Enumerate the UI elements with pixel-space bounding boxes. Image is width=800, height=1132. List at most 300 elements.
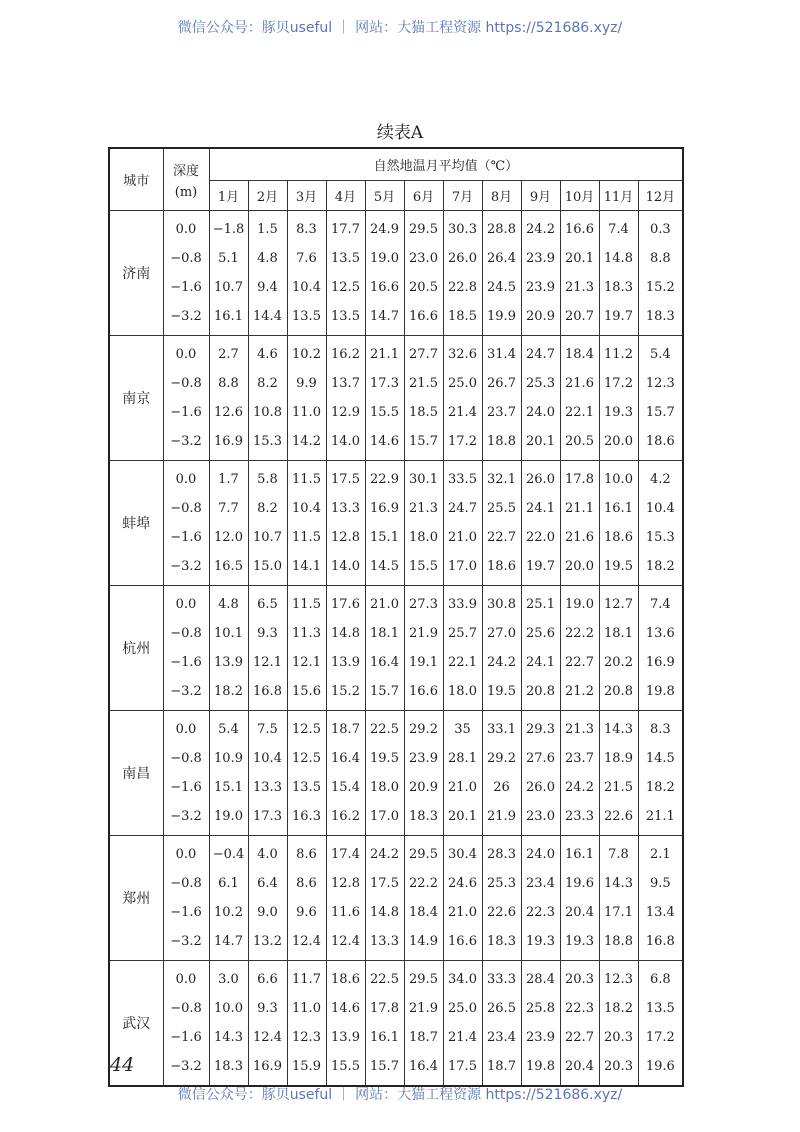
temperature-cell: 14.1	[287, 552, 326, 586]
temperature-cell: 10.2	[209, 898, 248, 927]
table-row	[109, 494, 683, 523]
table-row	[109, 994, 683, 1023]
temperature-cell: 26	[482, 773, 521, 802]
page-number: 44	[110, 1054, 135, 1076]
temperature-cell: 17.2	[638, 1023, 683, 1052]
temperature-cell: 13.2	[248, 927, 287, 961]
temperature-cell: 11.5	[287, 586, 326, 620]
temperature-cell: 17.5	[326, 461, 365, 495]
table-row	[109, 427, 683, 461]
temperature-cell: 27.7	[404, 336, 443, 370]
temperature-cell: 10.9	[209, 744, 248, 773]
temperature-cell: 16.6	[560, 211, 599, 245]
temperature-cell: 30.1	[404, 461, 443, 495]
temperature-cell: 13.5	[287, 773, 326, 802]
temperature-cell: 9.0	[248, 898, 287, 927]
temperature-cell: 12.4	[248, 1023, 287, 1052]
temperature-cell: 33.3	[482, 961, 521, 995]
temperature-cell: 15.7	[404, 427, 443, 461]
temperature-cell: 14.8	[326, 619, 365, 648]
temperature-cell: 22.3	[560, 994, 599, 1023]
temperature-cell: 16.2	[326, 336, 365, 370]
ground-temperature-table	[108, 147, 684, 1087]
depth-cell: −1.6	[163, 523, 209, 552]
temperature-cell: 34.0	[443, 961, 482, 995]
temperature-cell: 29.5	[404, 836, 443, 870]
header-month: 11月	[599, 181, 638, 211]
temperature-cell: 21.0	[443, 898, 482, 927]
temperature-cell: 24.2	[560, 773, 599, 802]
depth-cell: −1.6	[163, 1023, 209, 1052]
table-row	[109, 619, 683, 648]
temperature-cell: 11.3	[287, 619, 326, 648]
temperature-cell: 28.8	[482, 211, 521, 245]
temperature-cell: 12.5	[287, 744, 326, 773]
temperature-cell: 26.0	[521, 773, 560, 802]
depth-cell: −1.6	[163, 648, 209, 677]
temperature-cell: 15.2	[326, 677, 365, 711]
temperature-cell: 19.9	[482, 302, 521, 336]
temperature-cell: 20.7	[560, 302, 599, 336]
temperature-cell: 16.6	[365, 273, 404, 302]
temperature-cell: 35	[443, 711, 482, 745]
table-row	[109, 552, 683, 586]
temperature-cell: 20.3	[599, 1052, 638, 1086]
temperature-cell: 18.4	[560, 336, 599, 370]
temperature-cell: 18.2	[638, 552, 683, 586]
temperature-cell: 25.6	[521, 619, 560, 648]
temperature-cell: 24.6	[443, 869, 482, 898]
temperature-cell: 13.3	[365, 927, 404, 961]
temperature-cell: 30.4	[443, 836, 482, 870]
watermark-bottom: 微信公众号：豚贝useful ｜ 网站：大猫工程资源 https://521686.xyz/	[177, 1087, 623, 1103]
temperature-cell: 18.2	[599, 994, 638, 1023]
temperature-cell: 19.5	[482, 677, 521, 711]
temperature-cell: 17.8	[560, 461, 599, 495]
temperature-cell: 18.3	[599, 273, 638, 302]
temperature-cell: 21.9	[404, 619, 443, 648]
temperature-cell: 17.7	[326, 211, 365, 245]
city-name: 武汉	[109, 961, 163, 1087]
temperature-cell: 14.3	[209, 1023, 248, 1052]
temperature-cell: 17.3	[248, 802, 287, 836]
temperature-cell: 18.1	[599, 619, 638, 648]
temperature-cell: 18.3	[209, 1052, 248, 1086]
table-row	[109, 244, 683, 273]
temperature-cell: 8.6	[287, 869, 326, 898]
temperature-cell: 15.5	[365, 398, 404, 427]
temperature-cell: 19.3	[521, 927, 560, 961]
temperature-cell: 10.7	[248, 523, 287, 552]
temperature-cell: 12.6	[209, 398, 248, 427]
temperature-cell: 18.2	[638, 773, 683, 802]
temperature-cell: 12.8	[326, 523, 365, 552]
table-row	[109, 273, 683, 302]
temperature-cell: 26.7	[482, 369, 521, 398]
temperature-cell: 15.5	[326, 1052, 365, 1086]
temperature-cell: 18.7	[404, 1023, 443, 1052]
temperature-cell: 7.8	[599, 836, 638, 870]
temperature-cell: 25.7	[443, 619, 482, 648]
table-row	[109, 586, 683, 620]
temperature-cell: 18.6	[599, 523, 638, 552]
temperature-cell: 23.9	[521, 273, 560, 302]
temperature-cell: 12.8	[326, 869, 365, 898]
temperature-cell: 10.4	[287, 494, 326, 523]
depth-cell: −0.8	[163, 244, 209, 273]
temperature-cell: 14.5	[638, 744, 683, 773]
temperature-cell: 20.8	[521, 677, 560, 711]
header-month: 2月	[248, 181, 287, 211]
temperature-cell: 16.8	[248, 677, 287, 711]
temperature-cell: 21.1	[560, 494, 599, 523]
temperature-cell: 5.1	[209, 244, 248, 273]
temperature-cell: 29.2	[404, 711, 443, 745]
temperature-cell: 22.5	[365, 961, 404, 995]
temperature-cell: 22.3	[521, 898, 560, 927]
temperature-cell: 27.3	[404, 586, 443, 620]
temperature-cell: 2.7	[209, 336, 248, 370]
temperature-cell: 15.0	[248, 552, 287, 586]
header-month: 1月	[209, 181, 248, 211]
table-row	[109, 802, 683, 836]
depth-cell: −0.8	[163, 619, 209, 648]
header-depth-unit: (m)	[174, 184, 198, 200]
temperature-cell: 24.0	[521, 398, 560, 427]
depth-cell: −3.2	[163, 427, 209, 461]
table-row	[109, 369, 683, 398]
temperature-cell: 0.3	[638, 211, 683, 245]
city-name: 南京	[109, 336, 163, 461]
header-month: 3月	[287, 181, 326, 211]
depth-cell: −3.2	[163, 302, 209, 336]
temperature-cell: 12.3	[287, 1023, 326, 1052]
temperature-cell: 18.6	[482, 552, 521, 586]
temperature-cell: 25.3	[482, 869, 521, 898]
depth-cell: −3.2	[163, 802, 209, 836]
table-row	[109, 836, 683, 870]
temperature-cell: 9.4	[248, 273, 287, 302]
temperature-cell: 18.5	[443, 302, 482, 336]
table-row	[109, 744, 683, 773]
depth-cell: −0.8	[163, 994, 209, 1023]
city-name: 南昌	[109, 711, 163, 836]
city-name: 杭州	[109, 586, 163, 711]
temperature-cell: 20.1	[560, 244, 599, 273]
temperature-cell: 22.1	[443, 648, 482, 677]
table-row	[109, 961, 683, 995]
temperature-cell: 20.5	[404, 273, 443, 302]
temperature-cell: 25.0	[443, 369, 482, 398]
temperature-cell: 17.8	[365, 994, 404, 1023]
temperature-cell: 1.7	[209, 461, 248, 495]
temperature-cell: 16.1	[209, 302, 248, 336]
temperature-cell: 8.8	[638, 244, 683, 273]
temperature-cell: 22.2	[560, 619, 599, 648]
temperature-cell: 14.9	[404, 927, 443, 961]
depth-cell: 0.0	[163, 711, 209, 745]
temperature-cell: 15.7	[365, 677, 404, 711]
temperature-cell: 25.0	[443, 994, 482, 1023]
temperature-cell: 16.9	[638, 648, 683, 677]
temperature-cell: 25.3	[521, 369, 560, 398]
temperature-cell: 14.6	[326, 994, 365, 1023]
temperature-cell: 18.8	[599, 927, 638, 961]
temperature-cell: 17.2	[599, 369, 638, 398]
temperature-cell: 32.6	[443, 336, 482, 370]
temperature-cell: 23.0	[521, 802, 560, 836]
temperature-cell: 22.7	[560, 648, 599, 677]
temperature-cell: 30.8	[482, 586, 521, 620]
temperature-cell: 11.2	[599, 336, 638, 370]
temperature-cell: 13.6	[638, 619, 683, 648]
depth-cell: −0.8	[163, 369, 209, 398]
temperature-cell: 16.9	[248, 1052, 287, 1086]
temperature-cell: 33.1	[482, 711, 521, 745]
table-row	[109, 211, 683, 245]
temperature-cell: 24.9	[365, 211, 404, 245]
table-row	[109, 461, 683, 495]
temperature-cell: 8.8	[209, 369, 248, 398]
temperature-cell: 12.3	[638, 369, 683, 398]
temperature-cell: 7.5	[248, 711, 287, 745]
temperature-cell: 9.3	[248, 994, 287, 1023]
temperature-cell: 22.7	[482, 523, 521, 552]
header-month: 6月	[404, 181, 443, 211]
temperature-cell: 17.1	[599, 898, 638, 927]
temperature-cell: 24.1	[521, 648, 560, 677]
temperature-cell: 12.3	[599, 961, 638, 995]
temperature-cell: 15.1	[209, 773, 248, 802]
temperature-cell: 8.3	[638, 711, 683, 745]
temperature-cell: 25.5	[482, 494, 521, 523]
temperature-cell: 21.3	[560, 711, 599, 745]
temperature-cell: 19.8	[638, 677, 683, 711]
temperature-cell: 11.0	[287, 994, 326, 1023]
temperature-cell: 19.7	[521, 552, 560, 586]
temperature-cell: 28.3	[482, 836, 521, 870]
temperature-cell: 20.5	[560, 427, 599, 461]
temperature-cell: 21.4	[443, 1023, 482, 1052]
temperature-cell: 19.1	[404, 648, 443, 677]
temperature-cell: 2.1	[638, 836, 683, 870]
temperature-cell: 14.4	[248, 302, 287, 336]
temperature-cell: 4.8	[248, 244, 287, 273]
temperature-cell: 20.4	[560, 898, 599, 927]
temperature-cell: 16.9	[365, 494, 404, 523]
temperature-cell: 28.1	[443, 744, 482, 773]
temperature-cell: 9.5	[638, 869, 683, 898]
temperature-cell: 28.4	[521, 961, 560, 995]
temperature-cell: 17.6	[326, 586, 365, 620]
temperature-cell: 24.1	[521, 494, 560, 523]
temperature-cell: 16.1	[599, 494, 638, 523]
temperature-cell: 15.7	[638, 398, 683, 427]
temperature-cell: 20.3	[560, 961, 599, 995]
temperature-cell: 18.3	[482, 927, 521, 961]
temperature-cell: 10.1	[209, 619, 248, 648]
depth-cell: −3.2	[163, 1052, 209, 1086]
depth-cell: −1.6	[163, 398, 209, 427]
temperature-cell: 17.4	[326, 836, 365, 870]
city-name: 济南	[109, 211, 163, 336]
temperature-cell: 7.4	[599, 211, 638, 245]
temperature-cell: 26.0	[521, 461, 560, 495]
temperature-cell: 17.0	[365, 802, 404, 836]
temperature-cell: 11.0	[287, 398, 326, 427]
temperature-cell: 21.5	[404, 369, 443, 398]
temperature-cell: 21.9	[404, 994, 443, 1023]
temperature-cell: 18.0	[404, 523, 443, 552]
temperature-cell: 18.3	[404, 802, 443, 836]
depth-cell: −3.2	[163, 677, 209, 711]
temperature-cell: 17.5	[365, 869, 404, 898]
temperature-cell: 21.3	[560, 273, 599, 302]
temperature-cell: 22.7	[560, 1023, 599, 1052]
temperature-cell: 29.2	[482, 744, 521, 773]
temperature-cell: 24.0	[521, 836, 560, 870]
depth-cell: 0.0	[163, 586, 209, 620]
city-name: 郑州	[109, 836, 163, 961]
temperature-cell: 16.9	[209, 427, 248, 461]
temperature-cell: 15.3	[248, 427, 287, 461]
temperature-cell: 17.5	[443, 1052, 482, 1086]
temperature-cell: 10.0	[209, 994, 248, 1023]
temperature-cell: 12.9	[326, 398, 365, 427]
temperature-cell: 13.5	[287, 302, 326, 336]
temperature-cell: 10.4	[248, 744, 287, 773]
temperature-cell: 13.4	[638, 898, 683, 927]
table-row	[109, 898, 683, 927]
temperature-cell: 11.7	[287, 961, 326, 995]
header-month: 4月	[326, 181, 365, 211]
temperature-cell: 12.5	[287, 711, 326, 745]
temperature-cell: 13.9	[326, 1023, 365, 1052]
temperature-cell: 25.8	[521, 994, 560, 1023]
temperature-cell: 21.3	[404, 494, 443, 523]
temperature-cell: 14.8	[365, 898, 404, 927]
temperature-cell: 31.4	[482, 336, 521, 370]
temperature-cell: 21.2	[560, 677, 599, 711]
temperature-cell: 19.5	[599, 552, 638, 586]
temperature-cell: 26.4	[482, 244, 521, 273]
temperature-cell: 25.1	[521, 586, 560, 620]
temperature-cell: 10.7	[209, 273, 248, 302]
temperature-cell: 7.7	[209, 494, 248, 523]
depth-cell: 0.0	[163, 461, 209, 495]
temperature-cell: 21.5	[599, 773, 638, 802]
temperature-cell: 19.6	[560, 869, 599, 898]
temperature-cell: 16.5	[209, 552, 248, 586]
temperature-cell: 19.3	[599, 398, 638, 427]
temperature-cell: 16.1	[365, 1023, 404, 1052]
temperature-cell: 20.4	[560, 1052, 599, 1086]
temperature-cell: 26.0	[443, 244, 482, 273]
temperature-cell: 21.1	[638, 802, 683, 836]
temperature-cell: 19.0	[209, 802, 248, 836]
temperature-cell: 8.6	[287, 836, 326, 870]
temperature-cell: 29.5	[404, 211, 443, 245]
temperature-cell: 4.2	[638, 461, 683, 495]
temperature-cell: 33.5	[443, 461, 482, 495]
temperature-cell: 22.9	[365, 461, 404, 495]
temperature-cell: 14.7	[365, 302, 404, 336]
temperature-cell: 18.2	[209, 677, 248, 711]
temperature-cell: 18.6	[638, 427, 683, 461]
temperature-cell: −0.4	[209, 836, 248, 870]
temperature-cell: 13.9	[209, 648, 248, 677]
temperature-cell: 23.7	[560, 744, 599, 773]
temperature-cell: 21.0	[443, 773, 482, 802]
temperature-cell: 22.8	[443, 273, 482, 302]
temperature-cell: 20.9	[404, 773, 443, 802]
temperature-cell: 21.6	[560, 369, 599, 398]
temperature-cell: 6.5	[248, 586, 287, 620]
temperature-cell: 18.0	[365, 773, 404, 802]
temperature-cell: 21.0	[365, 586, 404, 620]
temperature-cell: 21.1	[365, 336, 404, 370]
temperature-cell: 6.4	[248, 869, 287, 898]
temperature-cell: −1.8	[209, 211, 248, 245]
temperature-cell: 19.7	[599, 302, 638, 336]
temperature-cell: 17.2	[443, 427, 482, 461]
table-row	[109, 869, 683, 898]
temperature-cell: 16.8	[638, 927, 683, 961]
depth-cell: −1.6	[163, 773, 209, 802]
temperature-cell: 24.2	[521, 211, 560, 245]
temperature-cell: 8.3	[287, 211, 326, 245]
temperature-cell: 22.2	[404, 869, 443, 898]
temperature-cell: 18.8	[482, 427, 521, 461]
table-row	[109, 398, 683, 427]
temperature-cell: 12.4	[326, 927, 365, 961]
temperature-cell: 10.4	[287, 273, 326, 302]
temperature-cell: 14.6	[365, 427, 404, 461]
temperature-cell: 16.6	[404, 677, 443, 711]
temperature-cell: 24.2	[365, 836, 404, 870]
depth-cell: −0.8	[163, 494, 209, 523]
temperature-cell: 20.3	[599, 1023, 638, 1052]
temperature-cell: 23.9	[404, 744, 443, 773]
table-row	[109, 302, 683, 336]
temperature-cell: 20.1	[443, 802, 482, 836]
temperature-cell: 22.6	[482, 898, 521, 927]
temperature-cell: 16.3	[287, 802, 326, 836]
temperature-cell: 9.9	[287, 369, 326, 398]
temperature-cell: 13.9	[326, 648, 365, 677]
header-month: 12月	[638, 181, 683, 211]
temperature-cell: 15.1	[365, 523, 404, 552]
temperature-cell: 17.3	[365, 369, 404, 398]
temperature-cell: 14.0	[326, 427, 365, 461]
table-row	[109, 336, 683, 370]
temperature-cell: 23.7	[482, 398, 521, 427]
table-row	[109, 1052, 683, 1086]
temperature-cell: 13.5	[326, 244, 365, 273]
temperature-cell: 24.7	[521, 336, 560, 370]
temperature-cell: 16.2	[326, 802, 365, 836]
depth-cell: 0.0	[163, 836, 209, 870]
depth-cell: −1.6	[163, 898, 209, 927]
temperature-cell: 6.1	[209, 869, 248, 898]
temperature-cell: 6.6	[248, 961, 287, 995]
temperature-cell: 13.3	[248, 773, 287, 802]
temperature-cell: 30.3	[443, 211, 482, 245]
temperature-cell: 32.1	[482, 461, 521, 495]
depth-cell: 0.0	[163, 211, 209, 245]
temperature-cell: 12.1	[248, 648, 287, 677]
temperature-cell: 11.5	[287, 523, 326, 552]
